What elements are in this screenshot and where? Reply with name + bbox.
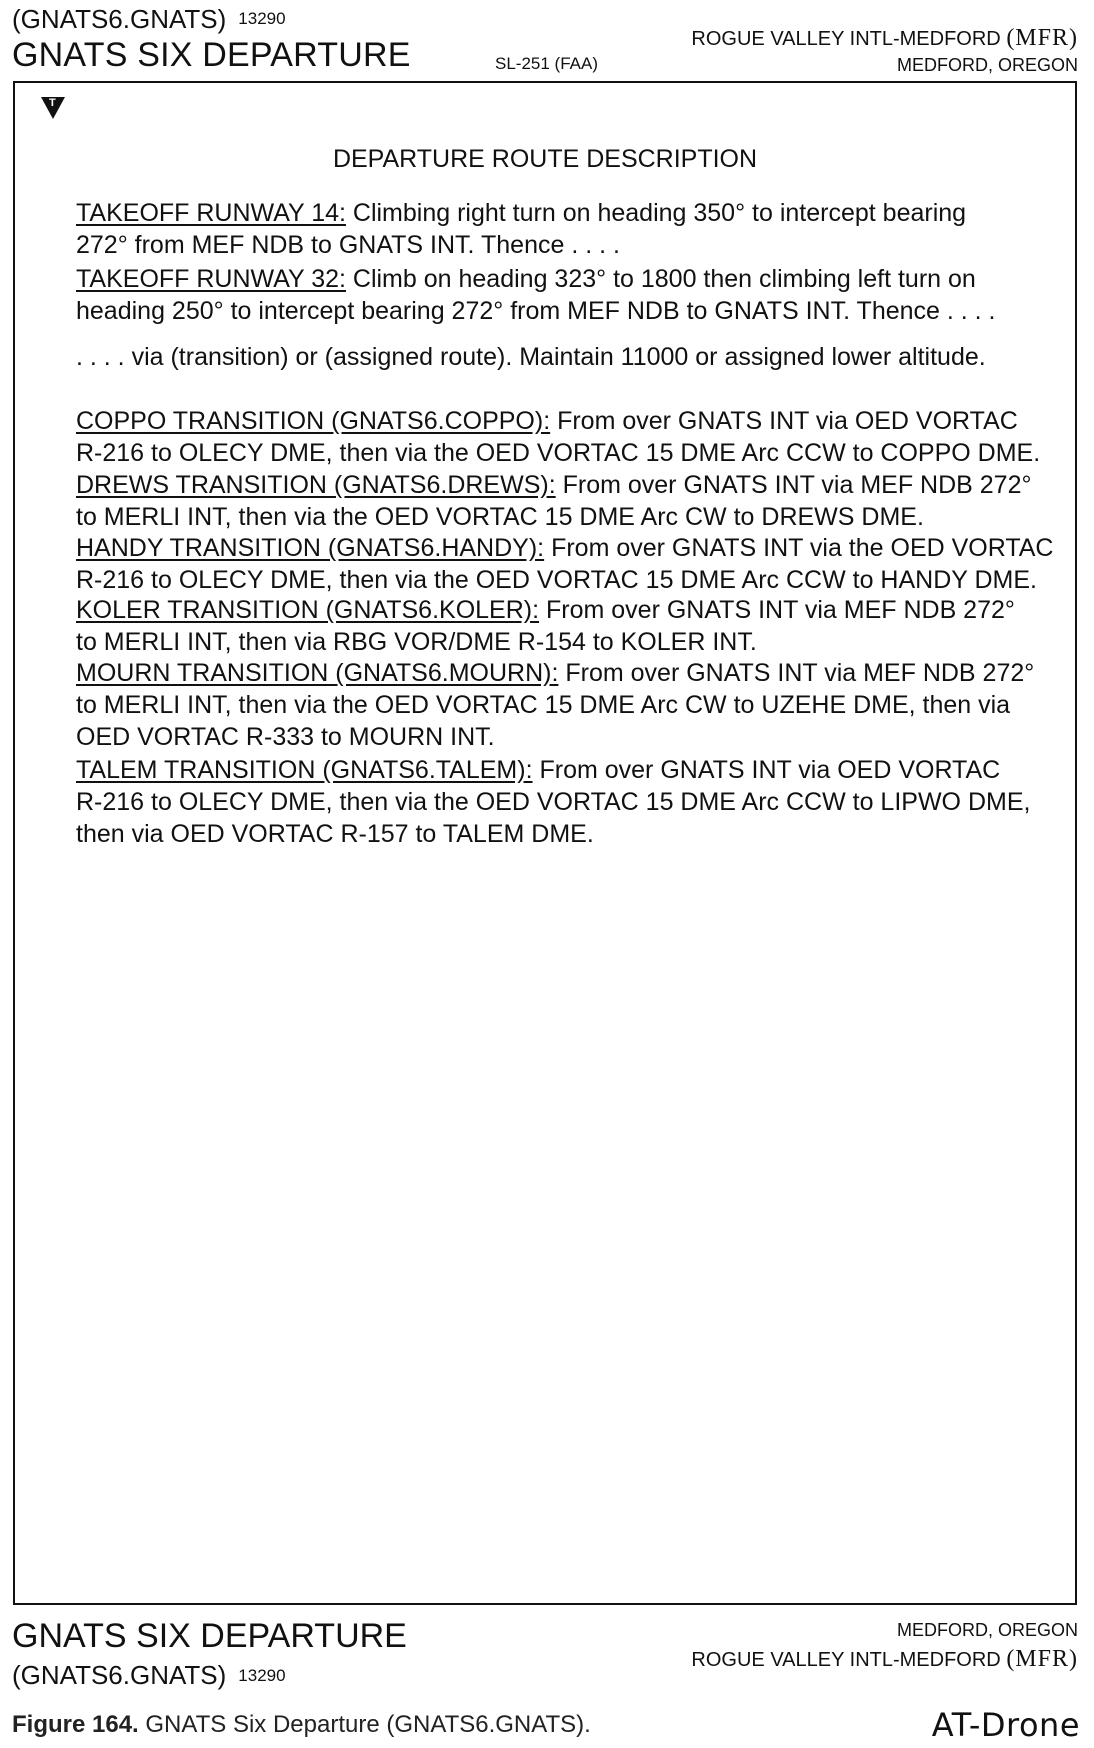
continuation-text: . . . . via (transition) or (assigned route). Maintain 11000 or assigned lower altitude.	[76, 343, 986, 371]
section-heading: DEPARTURE ROUTE DESCRIPTION	[332, 145, 758, 173]
airport-ident: (MFR)	[1006, 25, 1078, 51]
transition-label: TALEM TRANSITION (GNATS6.TALEM):	[76, 756, 533, 784]
procedure-code-text: (GNATS6.GNATS)	[12, 4, 227, 34]
transition-label: DREWS TRANSITION (GNATS6.DREWS):	[76, 471, 556, 499]
figure-caption-text: GNATS Six Departure (GNATS6.GNATS).	[138, 1711, 591, 1738]
amendment-number: 13290	[238, 9, 286, 28]
footer-title: GNATS SIX DEPARTURE	[12, 1617, 407, 1655]
takeoff-runway-32-label: TAKEOFF RUNWAY 32:	[76, 265, 346, 293]
footer-airport	[691, 1646, 1078, 1673]
takeoff-runway-32: TAKEOFF RUNWAY 32: Climb on heading 323° to 1800 then climbing left turn on heading 250° to intercept bearing 272° from MEF NDB to GNATS INT. Thence . . . .	[76, 265, 996, 325]
watermark: AT-Drone	[931, 1706, 1080, 1744]
transition-label: HANDY TRANSITION (GNATS6.HANDY):	[76, 534, 545, 562]
takeoff-minimums-icon: T	[41, 97, 65, 119]
takeoff-runway-14: TAKEOFF RUNWAY 14: Climbing right turn on heading 350° to intercept bearing 272° from MEF NDB to GNATS INT. Thence . . . .	[76, 199, 967, 259]
footer-airport-ident: (MFR)	[1006, 1646, 1078, 1672]
transition-drews: DREWS TRANSITION (GNATS6.DREWS): From over GNATS INT via MEF NDB 272° to MERLI INT, then via the OED VORTAC 15 DME Arc CW to DREWS DME.	[76, 471, 1032, 531]
transition-label: MOURN TRANSITION (GNATS6.MOURN):	[76, 659, 559, 687]
airport-name	[691, 25, 1078, 52]
figure-caption	[12, 1711, 591, 1739]
transition-label: KOLER TRANSITION (GNATS6.KOLER):	[76, 596, 540, 624]
procedure-title: GNATS SIX DEPARTURE	[12, 36, 411, 74]
airport-name-text: ROGUE VALLEY INTL-MEDFORD	[691, 28, 1001, 50]
figure-number: Figure 164.	[12, 1711, 139, 1738]
transition-label: COPPO TRANSITION (GNATS6.COPPO):	[76, 407, 551, 435]
transition-koler: KOLER TRANSITION (GNATS6.KOLER): From over GNATS INT via MEF NDB 272° to MERLI INT, then via RBG VOR/DME R-154 to KOLER INT.	[76, 596, 1015, 656]
chart-frame	[13, 81, 1077, 1605]
footer-code-text: (GNATS6.GNATS)	[12, 1660, 227, 1690]
transition-coppo: COPPO TRANSITION (GNATS6.COPPO): From over GNATS INT via OED VORTAC R-216 to OLECY DME, then via the OED VORTAC 15 DME Arc CCW to COPPO DME.	[76, 407, 1041, 467]
footer-code	[12, 1660, 286, 1691]
transition-mourn: MOURN TRANSITION (GNATS6.MOURN): From over GNATS INT via MEF NDB 272° to MERLI INT, then via the OED VORTAC 15 DME Arc CW to UZEHE DME, then via OED VORTAC R-333 to MOURN INT.	[76, 659, 1035, 751]
airport-city: MEDFORD, OREGON	[896, 55, 1078, 75]
footer-city: MEDFORD, OREGON	[896, 1620, 1078, 1640]
sl-number: SL-251 (FAA)	[495, 54, 598, 73]
footer-amendment-number: 13290	[238, 1666, 286, 1685]
procedure-code	[12, 4, 286, 35]
transition-handy: HANDY TRANSITION (GNATS6.HANDY): From over GNATS INT via the OED VORTAC R-216 to OLECY DME, then via the OED VORTAC 15 DME Arc CCW to HANDY DME.	[76, 534, 1054, 594]
takeoff-runway-14-label: TAKEOFF RUNWAY 14:	[76, 199, 346, 227]
transition-talem: TALEM TRANSITION (GNATS6.TALEM): From over GNATS INT via OED VORTAC R-216 to OLECY DME, then via the OED VORTAC 15 DME Arc CCW to LIPWO DME, then via OED VORTAC R-157 to TALEM DME.	[76, 756, 1031, 848]
footer-airport-text: ROGUE VALLEY INTL-MEDFORD	[691, 1649, 1001, 1671]
